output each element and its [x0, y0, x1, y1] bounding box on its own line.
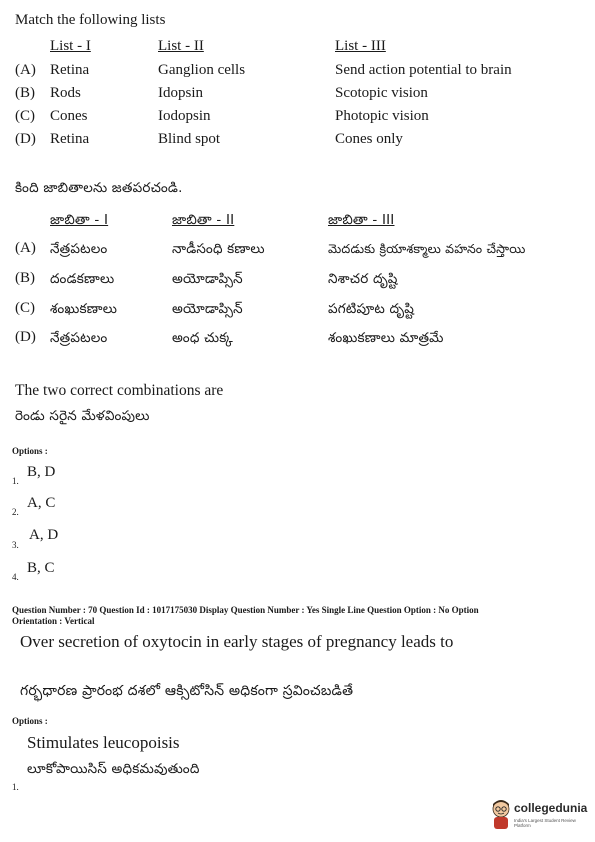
list-3-header: List - III	[335, 38, 386, 54]
question-meta: Question Number : 70 Question Id : 1017175030 Display Question Number : Yes Single Line Question Option : No Option	[12, 605, 479, 615]
row-cell: నిశాచర దృష్టి	[328, 271, 398, 287]
row-cell: అంధ చుక్క	[172, 330, 233, 346]
row-cell: దండకణాలు	[50, 271, 115, 287]
option-number: 4.	[12, 572, 19, 582]
row-label: (B)	[15, 85, 35, 101]
row-cell: Scotopic vision	[335, 85, 428, 101]
option-number: 3.	[12, 540, 19, 550]
row-cell: Send action potential to brain	[335, 62, 512, 78]
option-1[interactable]: B, D	[27, 464, 56, 480]
option-number: 1.	[12, 782, 19, 792]
logo-wordmark: collegedunia	[514, 801, 588, 815]
question-meta-orientation: Orientation : Vertical	[12, 616, 95, 626]
options-label: Options :	[12, 446, 48, 456]
q70-option-1-en[interactable]: Stimulates leucopoisis	[27, 733, 180, 752]
option-4[interactable]: B, C	[27, 560, 55, 576]
list-3-header-te: జాబితా - III	[328, 212, 395, 228]
row-cell: Blind spot	[158, 131, 221, 147]
row-cell: Cones only	[335, 131, 403, 147]
option-number: 2.	[12, 507, 19, 517]
list-1-header-te: జాబితా - I	[50, 212, 109, 228]
row-cell: నేత్రపటలం	[50, 241, 108, 257]
row-cell: Rods	[50, 85, 81, 101]
logo-tagline: India's Largest Student Review Platform	[514, 818, 576, 828]
q70-text-te: గర్భధారణ ప్రారంభ దశలో ఆక్సిటోసిన్ అధికంగా స్రవించబడితే	[20, 683, 354, 699]
row-cell: Idopsin	[158, 85, 203, 101]
option-number: 1.	[12, 476, 19, 486]
row-cell: Cones	[50, 108, 88, 124]
row-cell: Retina	[50, 131, 90, 147]
question-intro-en: Match the following lists	[15, 12, 166, 28]
row-cell: అయోడాప్సిన్	[172, 271, 243, 287]
list-2-header: List - II	[158, 38, 204, 54]
row-label: (C)	[15, 108, 35, 124]
prompt-te: రెండు సరైన మేళవింపులు	[15, 408, 150, 424]
mascot-icon	[490, 800, 512, 830]
row-label: (A)	[15, 62, 36, 78]
row-cell: Ganglion cells	[158, 62, 246, 78]
option-2[interactable]: A, C	[27, 495, 56, 511]
option-3[interactable]: A, D	[29, 527, 59, 543]
collegedunia-logo	[490, 800, 590, 836]
row-cell: అయోడాప్సిన్	[172, 301, 243, 317]
prompt-en: The two correct combinations are	[15, 382, 224, 399]
row-cell: Retina	[50, 62, 90, 78]
row-cell: నేత్రపటలం	[50, 330, 108, 346]
row-label: (D)	[15, 131, 36, 147]
row-cell: నాడీసంధి కణాలు	[172, 241, 265, 257]
row-label: (C)	[15, 300, 35, 316]
row-cell: Iodopsin	[158, 108, 211, 124]
row-cell: Photopic vision	[335, 108, 429, 124]
row-cell: శంఖుకణాలు మాత్రమే	[328, 330, 444, 346]
question-intro-te: కింది జాబితాలను జతపరచండి.	[15, 180, 183, 196]
options-label-2: Options :	[12, 716, 48, 726]
list-2-header-te: జాబితా - II	[172, 212, 235, 228]
row-cell: శంఖుకణాలు	[50, 301, 118, 317]
list-1-header: List - I	[50, 38, 91, 54]
row-cell: మెదడుకు క్రియాశక్మాలు వహనం చేస్తాయి	[328, 241, 526, 256]
q70-option-1-te: లూకోపాయిసిస్ అధికమవుతుంది	[27, 761, 200, 777]
row-label: (A)	[15, 240, 36, 256]
row-label: (D)	[15, 329, 36, 345]
row-label: (B)	[15, 270, 35, 286]
row-cell: పగటిపూట దృష్టి	[328, 301, 415, 317]
q70-text-en: Over secretion of oxytocin in early stages of pregnancy leads to	[20, 632, 454, 651]
